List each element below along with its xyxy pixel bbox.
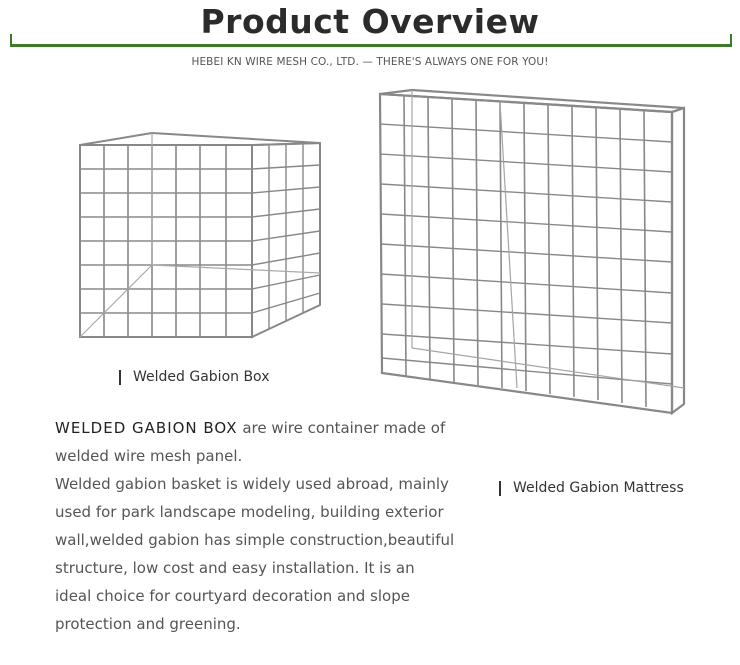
caption-text: Welded Gabion Box xyxy=(133,369,270,385)
gabion-box-image xyxy=(70,125,330,345)
caption-text: Welded Gabion Mattress xyxy=(513,480,684,496)
divider-left-cap xyxy=(10,34,12,46)
description-body: Welded gabion basket is widely used abroad, mainly used for park landscape modeling, building exterior wall,welded gabion has simple construction,beautiful structure, low cost and easy installation. It is an ideal choice for courtyard decoration and slope protection and greening. xyxy=(55,475,455,633)
divider-right-cap xyxy=(730,34,732,46)
title-divider xyxy=(10,44,732,47)
description-lead: WELDED GABION BOX xyxy=(55,419,238,437)
product-description xyxy=(55,414,455,638)
caption-marker xyxy=(499,481,501,496)
caption-welded-gabion-mattress xyxy=(499,480,684,496)
gabion-mattress-image xyxy=(372,88,692,448)
caption-marker xyxy=(119,370,121,385)
company-tagline: HEBEI KN WIRE MESH CO., LTD. — THERE'S ALWAYS ONE FOR YOU! xyxy=(191,56,549,68)
description-lead-rest: are wire container made of welded wire mesh panel. xyxy=(55,419,446,465)
page-title: Product Overview xyxy=(200,2,540,41)
caption-welded-gabion-box xyxy=(119,369,269,385)
description-intro xyxy=(55,414,455,470)
